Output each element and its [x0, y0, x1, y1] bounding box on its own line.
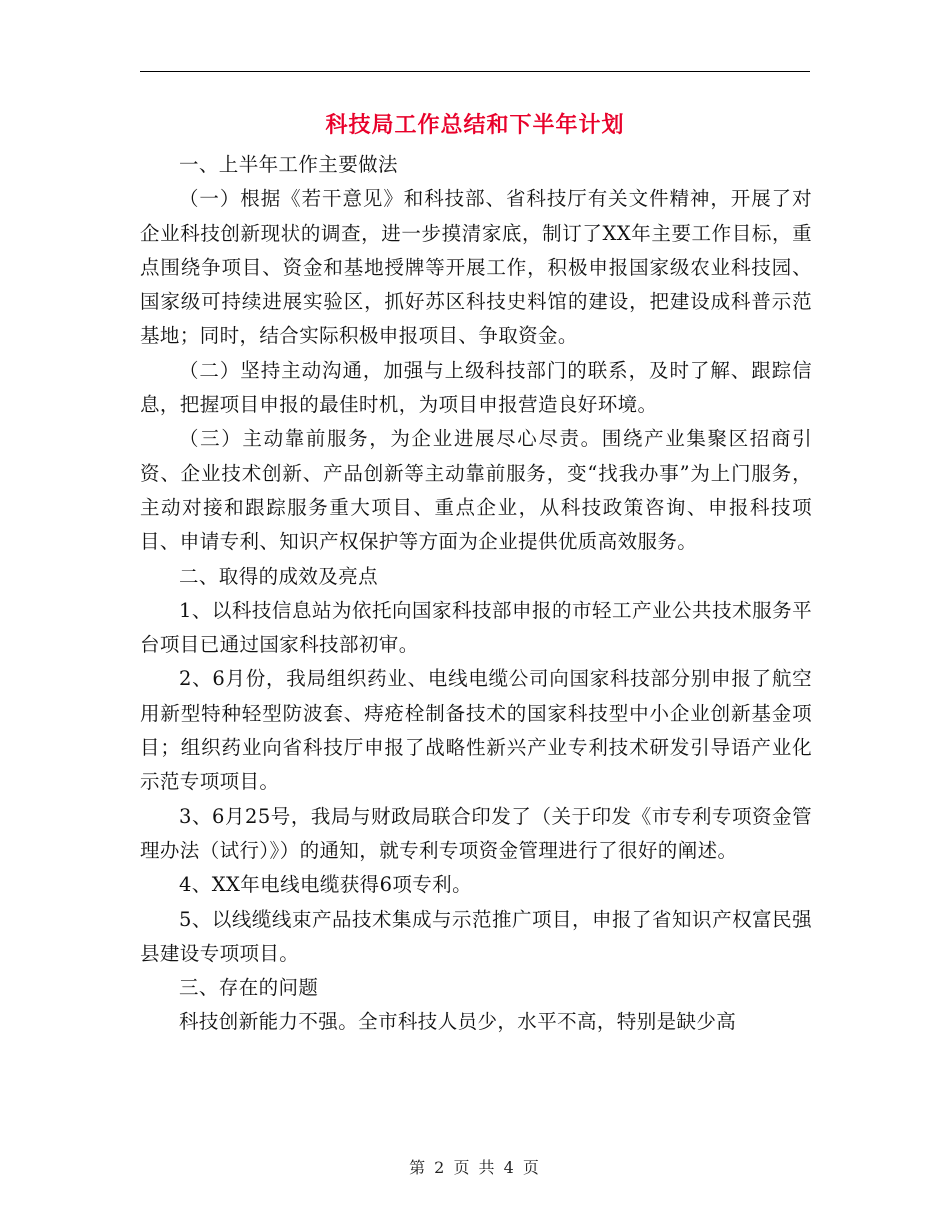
header-rule — [140, 71, 810, 72]
document-body — [140, 148, 812, 1040]
section-heading-2: 二、取得的成效及亮点 — [179, 564, 379, 588]
paragraph-6: 3、6月25号，我局与财政局联合印发了（关于印发《市专利专项资金管理办法（试行）》）的通知，就专利专项资金管理进行了很好的阐述。 — [140, 804, 812, 862]
document-title: 科技局工作总结和下半年计划 — [325, 112, 625, 138]
paragraph-2: （二）坚持主动沟通，加强与上级科技部门的联系，及时了解、跟踪信息，把握项目申报的最佳时机，为项目申报营造良好环境。 — [140, 358, 812, 417]
paragraph-5: 2、6月份，我局组织药业、电线电缆公司向国家科技部分别申报了航空用新型特种轻型防波套、痔疮栓制备技术的国家科技型中小企业创新基金项目；组织药业向省科技厅申报了战略性新兴产业专利技术研发引导语产业化示范专项项目。 — [140, 667, 812, 794]
section-heading-3: 三、存在的问题 — [179, 976, 319, 1000]
section-heading-1: 一、上半年工作主要做法 — [179, 153, 398, 176]
paragraph-9: 科技创新能力不强。全市科技人员少，水平不高，特别是缺少高 — [179, 1010, 737, 1034]
page-number: 第 2 页 共 4 页 — [409, 1158, 541, 1177]
paragraph-4: 1、以科技信息站为依托向国家科技部申报的市轻工产业公共技术服务平台项目已通过国家科技部初审。 — [140, 598, 812, 657]
paragraph-3: （三）主动靠前服务，为企业进展尽心尽责。围绕产业集聚区招商引资、企业技术创新、产品创新等主动靠前服务，变“找我办事”为上门服务，主动对接和跟踪服务重大项目、重点企业，从科技政策咨询、申报科技项目、申请专利、知识产权保护等方面为企业提供优质高效服务。 — [140, 427, 812, 554]
paragraph-7: 4、XX年电线电缆获得6项专利。 — [179, 873, 472, 897]
paragraph-1: （一）根据《若干意见》和科技部、省科技厅有关文件精神，开展了对企业科技创新现状的调查，进一步摸清家底，制订了XX年主要工作目标，重点围绕争项目、资金和基地授牌等开展工作，积极申报国家级农业科技园、国家级可持续进展实验区，抓好苏区科技史料馆的建设，把建设成科普示范基地；同时，结合实际积极申报项目、争取资金。 — [140, 187, 812, 348]
paragraph-8: 5、以线缆线束产品技术集成与示范推广项目，申报了省知识产权富民强县建设专项项目。 — [140, 907, 812, 965]
